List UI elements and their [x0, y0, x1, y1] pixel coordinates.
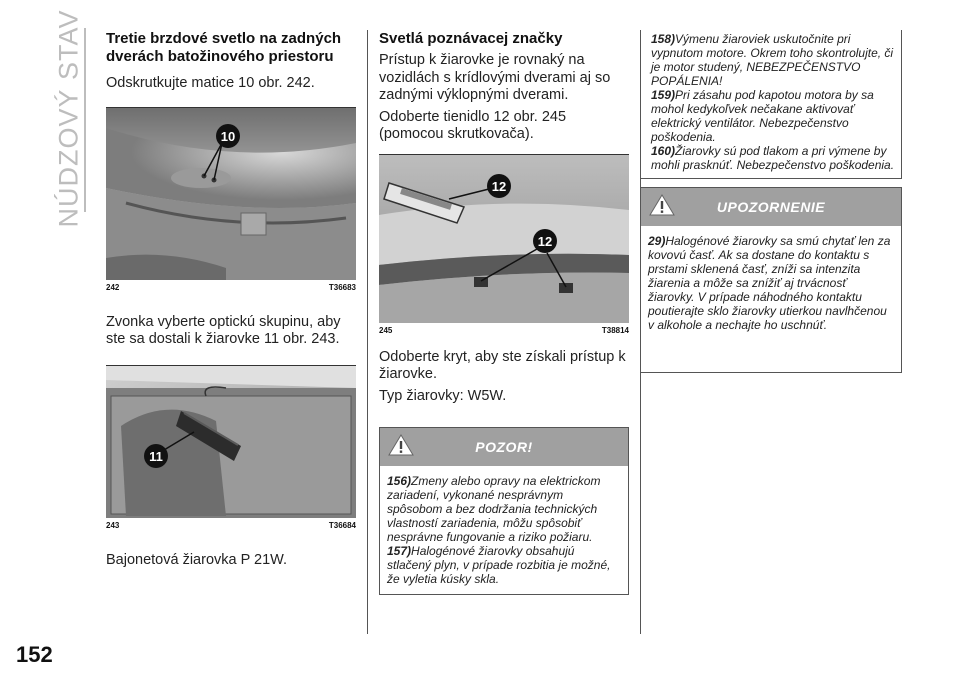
callout-12-lower: 12	[537, 233, 553, 249]
note-number: 156)	[387, 474, 412, 488]
note-text: Žiarovky sú pod tlakom a pri výmene by mohli prasknúť. Nebezpečenstvo poškodenia.	[651, 144, 895, 172]
paragraph-unscrew-nuts: Odskrutkujte matice 10 obr. 242.	[106, 75, 315, 91]
figure-242-caption	[106, 280, 356, 292]
note-number: 159)	[651, 88, 676, 102]
caution-triangle-icon	[649, 194, 675, 216]
page-number: 152	[16, 642, 53, 667]
note-number: 29)	[648, 234, 666, 248]
figure-243-image	[106, 366, 356, 518]
warning-title: POZOR!	[475, 439, 533, 455]
paragraph-remove-cover: Odoberte kryt, aby ste získali prístup k žiarovke.	[379, 348, 626, 382]
note-number: 160)	[651, 144, 676, 158]
figure-number: 242	[106, 282, 120, 292]
caution-box	[640, 187, 902, 373]
tailgate-brake-light-illustration	[106, 108, 356, 280]
column-2	[379, 30, 629, 595]
figure-242-image	[106, 108, 356, 280]
figure-number: 245	[379, 325, 393, 335]
callout-12-upper: 12	[491, 178, 507, 194]
paragraph-remove-optical-group: Zvonka vyberte optickú skupinu, aby ste sa dostali k žiarovke 11 obr. 243.	[106, 313, 341, 347]
figure-245-caption	[379, 323, 629, 335]
license-plate-light-illustration	[379, 155, 629, 323]
heading-license-plate-lights: Svetlá poznávacej značky	[379, 30, 563, 47]
note-text: Pri zásahu pod kapotou motora by sa mohol kedykoľvek nečakane aktivovať elektrický ventilátor. Nebezpečenstvo poškodenia.	[651, 88, 874, 144]
figure-number: 243	[106, 520, 120, 530]
caution-header	[641, 188, 901, 226]
note-text: Výmenu žiaroviek uskutočnite pri vypnutom motore. Okrem toho skontrolujte, či je motor studený, NEBEZPEČENSTVO POPÁLENIA!	[651, 32, 894, 88]
section-side-title-text: NÚDZOVÝ STAV	[53, 8, 84, 228]
figure-245	[379, 154, 629, 335]
note-text: Halogénové žiarovky obsahujú stlačený plyn, v prípade rozbitia je možné, že vyletia kúsky skla.	[387, 544, 611, 586]
column-3	[640, 30, 902, 373]
figure-243	[106, 365, 356, 530]
figure-code: T38814	[601, 325, 629, 335]
warning-triangle-icon	[388, 434, 414, 456]
callout-10: 10	[220, 128, 236, 144]
figure-242	[106, 107, 356, 292]
notes-text	[651, 32, 895, 172]
caution-text	[641, 226, 901, 372]
paragraph-bayonet-bulb: Bajonetová žiarovka P 21W.	[106, 551, 288, 568]
note-number: 157)	[387, 544, 412, 558]
warning-box	[379, 427, 629, 595]
note-number: 158)	[651, 32, 676, 46]
column-1	[106, 30, 356, 569]
paragraph-bulb-type: Typ žiarovky: W5W.	[379, 387, 507, 404]
figure-245-image	[379, 155, 629, 323]
section-side-title	[52, 8, 86, 228]
paragraph-access-bulb: Prístup k žiarovke je rovnaký na vozidlách s krídlovými dverami aj so zadnými výklopnými dverami.	[379, 52, 611, 103]
column-divider-1	[367, 30, 368, 634]
brake-light-unit-illustration	[106, 366, 356, 518]
figure-code: T36684	[328, 520, 356, 530]
paragraph-remove-shade: Odoberte tienidlo 12 obr. 245 (pomocou skrutkovača).	[379, 108, 567, 142]
heading-third-brake-light: Tretie brzdové svetlo na zadných dverách batožinového priestoru	[106, 30, 342, 65]
note-text: Halogénové žiarovky sa smú chytať len za kovovú časť. Ak sa dostane do kontaktu s prstami sklenená časť, zníži sa intenzita žiarenia a môže sa znížiť aj trvácnosť žiarovky. V prípade náhodného kontaktu poutierajte sklo žiarovky utierkou navlhčenou v alkohole a nechajte ho uschnúť.	[648, 234, 891, 332]
warning-header	[380, 428, 628, 466]
figure-243-caption	[106, 518, 356, 530]
callout-11: 11	[149, 448, 163, 464]
notes-continued-box	[640, 30, 902, 179]
side-title-divider	[84, 28, 86, 212]
figure-code: T36683	[328, 282, 356, 292]
warning-text	[380, 466, 628, 594]
caution-title: UPOZORNENIE	[716, 199, 826, 215]
note-text: Zmeny alebo opravy na elektrickom zariadení, vykonané nesprávnym spôsobom a bez dodržania technických vlastností zariadenia, môžu spôsobiť nesprávne fungovanie a riziko požiaru.	[387, 474, 601, 544]
